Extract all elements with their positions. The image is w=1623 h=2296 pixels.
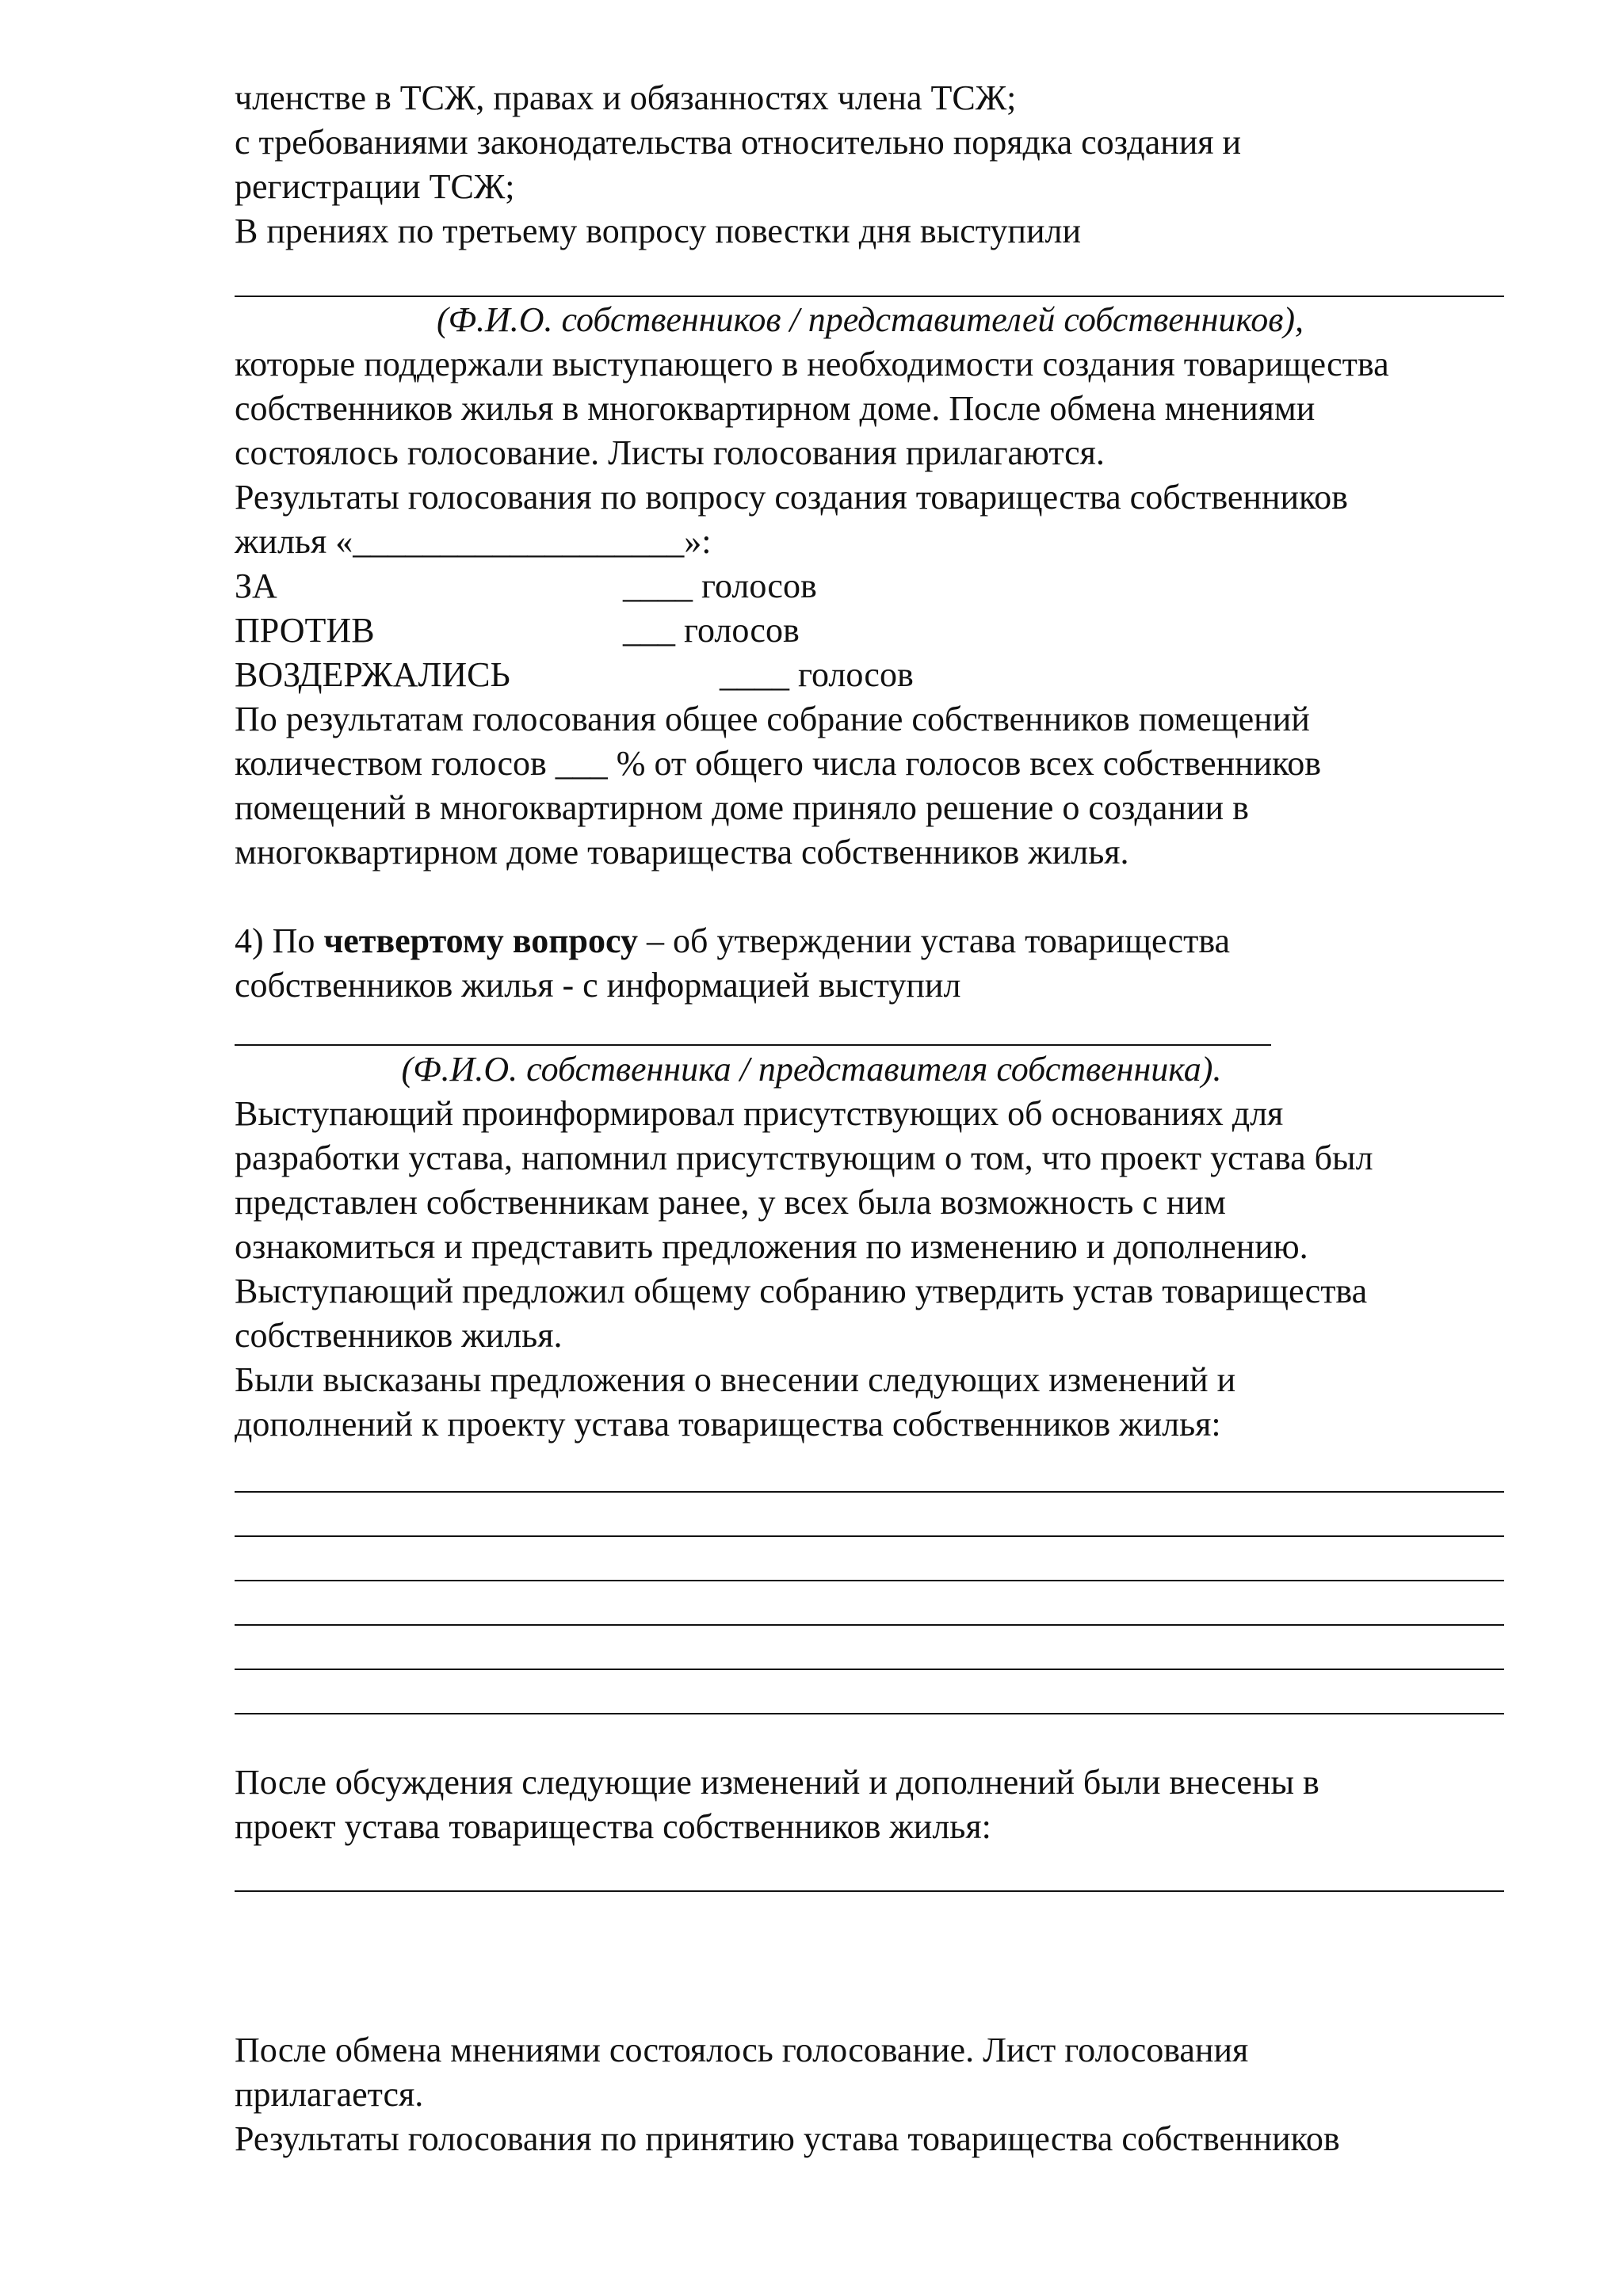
text-line: ознакомиться и представить предложения по изменению и дополнению. [235,1227,1308,1266]
text-line: помещений в многоквартирном доме приняло решение о создании в [235,788,1249,827]
text-line: регистрации ТСЖ; [235,167,515,206]
text-line: По результатам голосования общее собрание собственников помещений [235,700,1310,738]
fill-in-line [235,1044,1271,1046]
text-line: прилагается. [235,2075,424,2114]
text-line: которые поддержали выступающего в необходимости создания товарищества [235,345,1389,383]
caption-speaker: (Ф.И.О. собственника / представителя собственника). [401,1050,1222,1089]
vote-count-abstain: ____ голосов [720,655,914,694]
text-line: с требованиями законодательства относительно порядка создания и [235,123,1242,162]
fill-in-line [235,1713,1504,1714]
text-line: представлен собственникам ранее, у всех была возможность с ним [235,1183,1226,1222]
vote-label-abstain: ВОЗДЕРЖАЛИСЬ [235,655,510,694]
caption-speakers: (Ф.И.О. собственников / представителей собственников), [436,300,1304,339]
fill-in-line [235,1669,1504,1670]
vote-row-against [235,608,1186,653]
text-line: В прениях по третьему вопросу повестки дня выступили [235,212,1081,250]
vote-count-for: ____ голосов [623,566,817,605]
q4-bold: четвертому вопросу [323,921,638,960]
text-line: состоялось голосование. Листы голосования прилагаются. [235,433,1105,472]
text-line: После обмена мнениями состоялось голосование. Лист голосования [235,2031,1249,2069]
fill-in-line [235,1491,1504,1493]
text-line: членстве в ТСЖ, правах и обязанностях члена ТСЖ; [235,78,1017,117]
text-line: собственников жилья в многоквартирном доме. После обмена мнениями [235,389,1316,428]
fill-in-line [235,1890,1504,1892]
q4-suffix: – об утверждении устава товарищества [637,921,1231,960]
vote-row-abstain [235,653,1186,697]
text-line: Были высказаны предложения о внесении следующих изменений и [235,1360,1236,1399]
text-line: собственников жилья. [235,1316,563,1355]
text-line: жилья «___________________»: [235,522,712,561]
q4-prefix: 4) По [235,921,324,960]
text-line: Результаты голосования по вопросу создания товарищества собственников [235,478,1348,517]
fill-in-line [235,1580,1504,1581]
fill-in-line [235,1624,1504,1626]
text-line: собственников жилья - с информацией выступил [235,966,961,1005]
vote-row-for [235,564,1186,608]
text-line: Выступающий предложил общему собранию утвердить устав товарищества [235,1272,1368,1310]
text-line: После обсуждения следующие изменений и дополнений были внесены в [235,1763,1319,1802]
text-line: количеством голосов ___ % от общего числа голосов всех собственников [235,744,1322,783]
text-line: многоквартирном доме товарищества собственников жилья. [235,833,1129,871]
vote-label-for: ЗА [235,566,277,605]
text-line: проект устава товарищества собственников жилья: [235,1807,991,1846]
vote-count-against: ___ голосов [623,611,800,650]
fill-in-line [235,296,1504,297]
fill-in-line [235,1535,1504,1537]
vote-label-against: ПРОТИВ [235,611,375,650]
text-line: дополнений к проекту устава товарищества собственников жилья: [235,1405,1221,1444]
text-line: разработки устава, напомнил присутствующим о том, что проект устава был [235,1138,1373,1177]
text-line: Результаты голосования по принятию устава товарищества собственников [235,2119,1340,2158]
question-4-heading [235,919,1230,963]
text-line: Выступающий проинформировал присутствующих об основаниях для [235,1094,1284,1133]
